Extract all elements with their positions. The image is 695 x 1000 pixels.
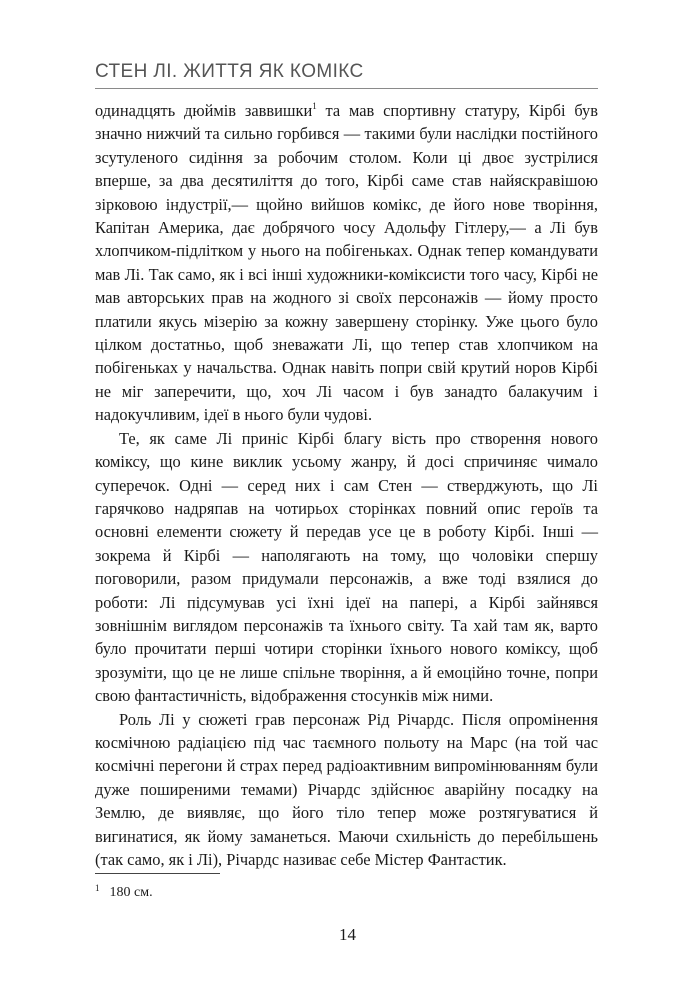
paragraph-2: Те, як саме Лі приніс Кірбі благу вість про створення нового комiксу, що кине виклик усьому жанру, й досі спричиняє чимало суперечок. Одні — серед них і сам Стен — стверджують, що Лі гарячково надряпав на чотирьох сторінках повний опис героїв та основні елементи сюжету й передав усе це в роботу Кірбі. Інші — зокрема й Кірбі — наполягають на тому, що чоловіки спершу поговорили, разом придумали персонажів, а вже тоді взялися до роботи: Лі підсумував усі їхні ідеї на папері, а Кірбі зайнявся зовнішнім виглядом персонажів та їхнього світу. Та хай там як, варто було прочитати перші чотири сторінки їхнього нового коміксу, щоб зрозуміти, що це не лише спільне творіння, а й емоційно точне, попри свою фантастичність, відображення стосунків між ними.	[95, 428, 598, 706]
paragraph-1-start: одинадцять дюймів заввишки	[95, 101, 313, 120]
paragraph-3: Роль Лі у сюжеті грав персонаж Рід Річардс. Після опромінення космічною радіацією під час таємного польоту на Марс (на той час космічні перегони й страх перед радіоактивним випромінюванням були дуже поширеними темами) Річардс здійснює аварійну посадку на Землю, де виявляє, що його тіло тепер може розтягуватися й вигинатися, як йому заманеться. Маючи схильність до перебільшень (так само, як і Лі), Річардс називає себе Містер Фантастик.	[95, 709, 598, 869]
paragraph-1	[95, 99, 598, 427]
paragraph-1-rest: та мав спортивну статуру, Кірбі був значно нижчий та сильно горбився — такими були наслідки постійного зсутуленого сидіння за робочим столом. Коли ці двоє зустрілися вперше, за два десятиліття до того, Кірбі саме став найяскравішою зірковою індустрії,— щойно вийшов комікс, де його нове творіння, Капітан Америка, дає добрячого чосу Адольфу Гітлеру,— а Лі був хлопчиком-підлітком у нього на побігеньках. Однак тепер командувати мав Лі. Так само, як і всі інші художники-коміксисти того часу, Кірбі не мав авторських прав на жодного зі своїх персонажів — йому просто платили якусь мізерію за кожну завершену сторінку. Уже цього було цілком достатньо, щоб зневажати Лі, що тепер став хлопчиком на побігеньках у начальства. Однак навіть попри свій крутий норов Кірбі не міг заперечити, що, хоч Лі часом і був занадто балакучим і надокучливим, ідеї в нього були чудові.	[95, 101, 598, 425]
footnote-reference[interactable]: 1	[312, 101, 317, 111]
footnote	[95, 879, 598, 902]
footnote-rule	[95, 873, 220, 874]
footnote-text: 180 см.	[109, 885, 153, 900]
page-number: 14	[339, 925, 356, 944]
body-text	[95, 99, 598, 871]
footnote-mark: 1	[95, 883, 100, 893]
running-head: СТЕН ЛІ. ЖИТТЯ ЯК КОМІКС	[95, 61, 364, 82]
header-rule	[95, 88, 598, 89]
